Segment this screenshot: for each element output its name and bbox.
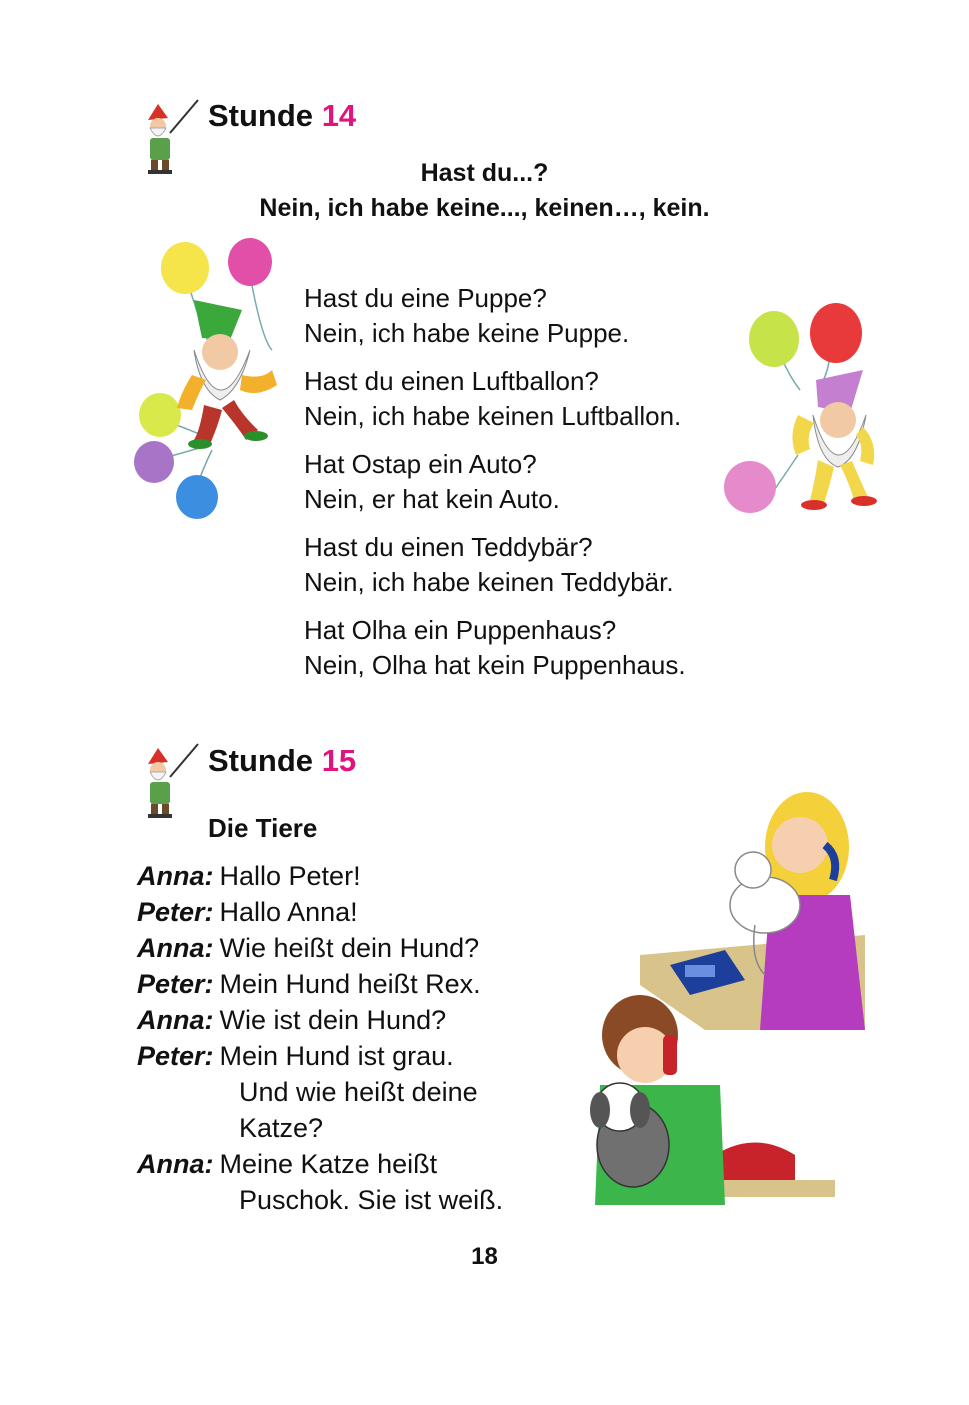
section-title: Die Tiere xyxy=(208,813,318,843)
dialogue-line xyxy=(137,1002,533,1038)
heading-word: Stunde xyxy=(208,743,314,778)
poem-question: Hast du eine Puppe? xyxy=(304,283,547,313)
speaker-label: Anna: xyxy=(137,1005,214,1035)
utterance: Hallo Anna! xyxy=(219,897,358,927)
speaker-label: Anna: xyxy=(137,1149,214,1179)
gnome-marker-icon xyxy=(140,742,200,822)
dialogue-line xyxy=(137,858,533,894)
poem-question: Hat Olha ein Puppenhaus? xyxy=(304,615,617,645)
heading-word: Stunde xyxy=(208,98,314,133)
speaker-label: Peter: xyxy=(137,969,214,999)
lesson15-heading xyxy=(208,745,356,776)
children-phone-call-illustration xyxy=(585,785,870,1210)
dialogue xyxy=(137,858,533,1218)
utterance: Meine Katze heißt xyxy=(219,1149,438,1179)
poem-stanza xyxy=(304,281,784,351)
poem-stanza xyxy=(304,613,784,683)
lesson14-subtitle xyxy=(0,156,969,226)
lesson14-heading xyxy=(208,100,356,131)
gnome-with-balloons-illustration xyxy=(122,240,292,525)
poem-answer: Nein, Olha hat kein Puppenhaus. xyxy=(304,650,686,680)
heading-number: 15 xyxy=(321,743,357,778)
speaker-label: Peter: xyxy=(137,897,214,927)
poem-stanza xyxy=(304,447,784,517)
utterance: Wie heißt dein Hund? xyxy=(219,933,480,963)
poem-answer: Nein, ich habe keine Puppe. xyxy=(304,318,630,348)
poem-question: Hast du einen Teddybär? xyxy=(304,532,593,562)
utterance-continuation: Katze? xyxy=(239,1113,324,1143)
speaker-label: Anna: xyxy=(137,861,214,891)
subtitle-line-2: Nein, ich habe keine..., keinen…, kein. xyxy=(259,194,710,222)
utterance-continuation: Puschok. Sie ist weiß. xyxy=(239,1185,504,1215)
utterance: Mein Hund heißt Rex. xyxy=(219,969,481,999)
utterance-continuation: Und wie heißt deine xyxy=(239,1077,478,1107)
poem-answer: Nein, ich habe keinen Teddybär. xyxy=(304,567,674,597)
poem-question: Hat Ostap ein Auto? xyxy=(304,449,537,479)
dialogue-line xyxy=(137,930,533,966)
subtitle-line-1: Hast du...? xyxy=(420,159,549,187)
poem-stanza xyxy=(304,364,784,434)
utterance: Wie ist dein Hund? xyxy=(219,1005,447,1035)
utterance: Hallo Peter! xyxy=(219,861,361,891)
speaker-label: Peter: xyxy=(137,1041,214,1071)
dialogue-line xyxy=(137,1038,533,1074)
page-number: 18 xyxy=(471,1243,498,1270)
heading-number: 14 xyxy=(321,98,357,133)
lesson14-poem xyxy=(304,281,784,696)
dialogue-line xyxy=(137,894,533,930)
poem-stanza xyxy=(304,530,784,600)
poem-answer: Nein, ich habe keinen Luftballon. xyxy=(304,401,682,431)
utterance: Mein Hund ist grau. xyxy=(219,1041,454,1071)
poem-question: Hast du einen Luftballon? xyxy=(304,366,599,396)
speaker-label: Anna: xyxy=(137,933,214,963)
poem-answer: Nein, er hat kein Auto. xyxy=(304,484,560,514)
dialogue-line xyxy=(137,1146,533,1182)
dialogue-line xyxy=(137,966,533,1002)
